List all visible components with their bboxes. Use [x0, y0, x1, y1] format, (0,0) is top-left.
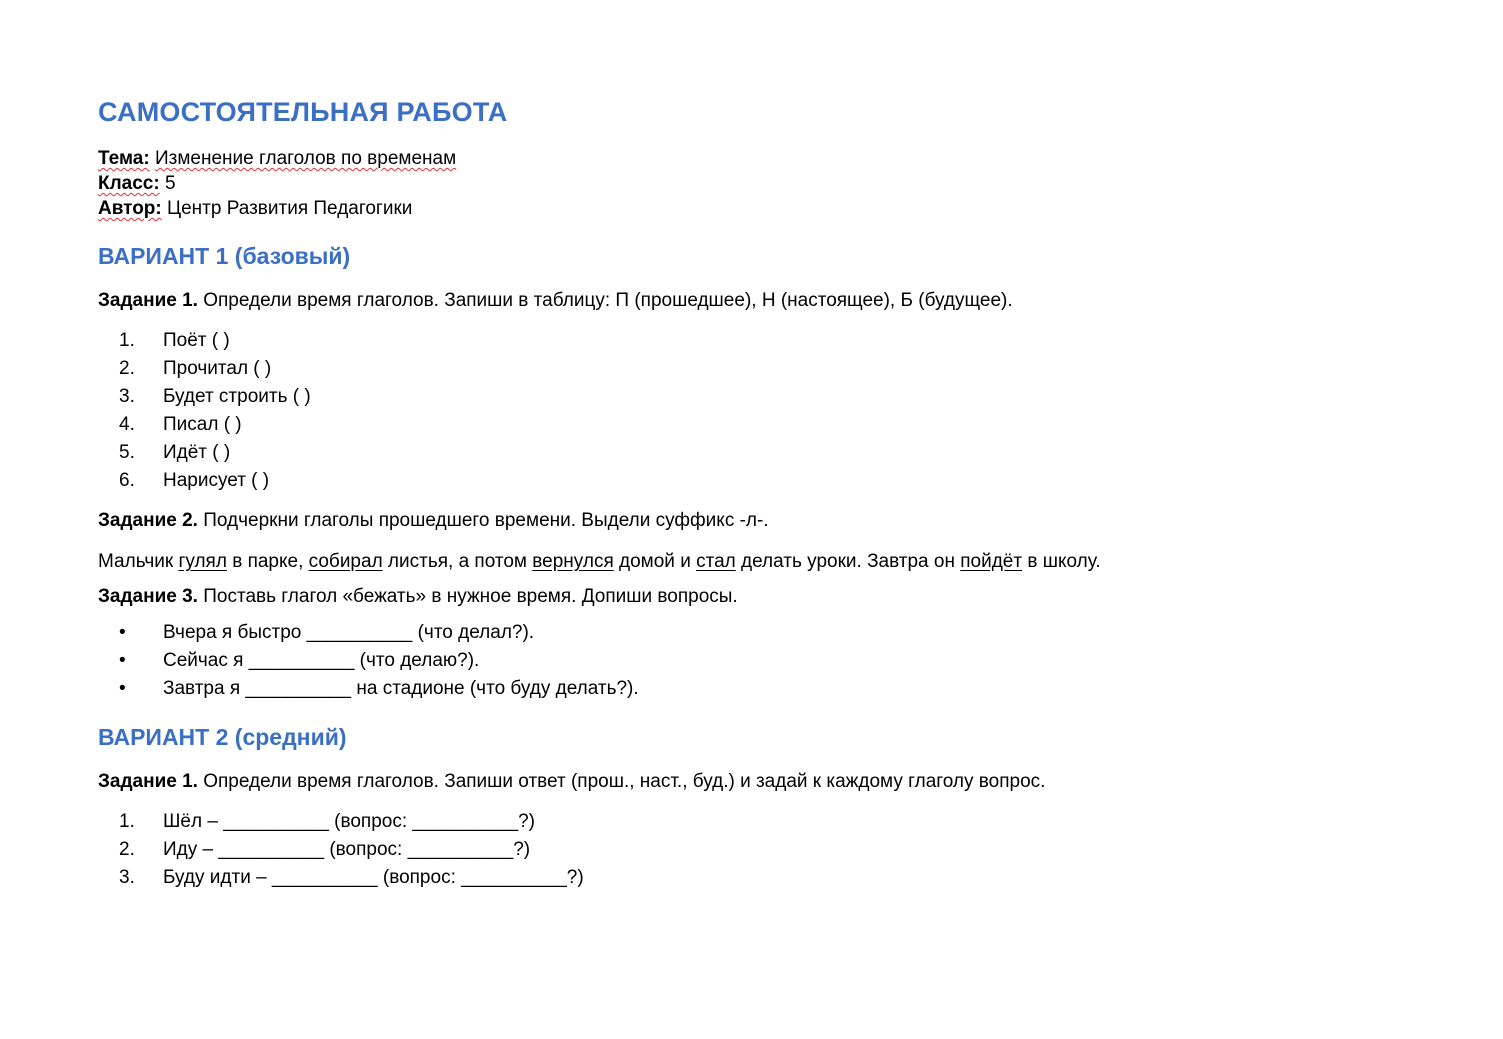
document-page [98, 92, 1438, 892]
meta-block [98, 146, 1438, 221]
underlined-verb: стал [696, 551, 736, 572]
meta-grade-value: 5 [164, 173, 176, 194]
list-item [98, 355, 1438, 383]
list-item-text: Завтра я __________ на стадионе (что буду делать?). [163, 678, 639, 699]
list-number: 3. [119, 867, 135, 888]
list-item-text: Будет строить ( ) [163, 386, 311, 407]
v1-task3-label: Задание 3. [98, 586, 198, 607]
v1-task2-sentence [98, 549, 1438, 575]
document-title: САМОСТОЯТЕЛЬНАЯ РАБОТА [98, 97, 508, 127]
meta-author-label: Автор: [98, 198, 162, 219]
v1-task3-list [98, 619, 1438, 703]
list-item [98, 439, 1438, 467]
v1-task1-label: Задание 1. [98, 290, 198, 311]
list-item-text: Иду – __________ (вопрос: __________?) [163, 839, 531, 860]
list-item [98, 836, 1438, 864]
list-number: 3. [119, 386, 135, 407]
underlined-verb: пойдёт [960, 551, 1023, 572]
meta-topic [98, 146, 1438, 171]
variant1-heading: ВАРИАНТ 1 (базовый) [98, 243, 351, 269]
sentence-part: домой и [613, 551, 697, 572]
list-item [98, 808, 1438, 836]
v2-task1 [98, 769, 1438, 795]
sentence-part: делать уроки. Завтра он [735, 551, 961, 572]
underlined-verb: вернулся [532, 551, 614, 572]
v2-task1-list [98, 808, 1438, 892]
list-item-text: Шёл – __________ (вопрос: __________?) [163, 811, 535, 832]
meta-grade-label: Класс: [98, 173, 160, 194]
list-item-text: Сейчас я __________ (что делаю?). [163, 650, 480, 671]
list-item [98, 467, 1438, 495]
list-item [98, 647, 1438, 675]
list-item-text: Идёт ( ) [163, 442, 231, 463]
bullet-marker: • [119, 678, 126, 699]
bullet-marker: • [119, 650, 126, 671]
v1-task2-text: Подчеркни глаголы прошедшего времени. Выдели суффикс -л-. [203, 510, 769, 531]
list-number: 2. [119, 839, 135, 860]
list-number: 4. [119, 414, 135, 435]
v1-task1 [98, 288, 1438, 314]
v2-task1-text: Определи время глаголов. Запиши ответ (прош., наст., буд.) и задай к каждому глаголу вопрос. [203, 771, 1046, 792]
underlined-verb: собирал [308, 551, 383, 572]
sentence-part: листья, а потом [382, 551, 533, 572]
list-number: 1. [119, 330, 135, 351]
list-item-text: Поёт ( ) [163, 330, 230, 351]
v1-task1-list [98, 327, 1438, 495]
list-number: 5. [119, 442, 135, 463]
meta-topic-value: Изменение глаголов по временам [154, 148, 457, 169]
list-number: 2. [119, 358, 135, 379]
list-item-text: Писал ( ) [163, 414, 242, 435]
meta-grade [98, 171, 1438, 196]
list-number: 6. [119, 470, 135, 491]
v1-task3 [98, 584, 1438, 610]
list-item-text: Буду идти – __________ (вопрос: __________?) [163, 867, 584, 888]
list-item-text: Вчера я быстро __________ (что делал?). [163, 622, 535, 643]
sentence-part: в парке, [226, 551, 309, 572]
list-item [98, 675, 1438, 703]
list-item-text: Нарисует ( ) [163, 470, 270, 491]
sentence-part: в школу. [1022, 551, 1101, 572]
list-item [98, 619, 1438, 647]
v2-task1-label: Задание 1. [98, 771, 198, 792]
list-item [98, 383, 1438, 411]
meta-author-value: Центр Развития Педагогики [167, 198, 413, 219]
list-item [98, 411, 1438, 439]
v1-task1-text: Определи время глаголов. Запиши в таблицу: П (прошедшее), Н (настоящее), Б (будущее). [203, 290, 1013, 311]
bullet-marker: • [119, 622, 126, 643]
sentence-part: Мальчик [98, 551, 179, 572]
list-item [98, 864, 1438, 892]
meta-topic-label: Тема: [98, 148, 150, 169]
v1-task3-text: Поставь глагол «бежать» в нужное время. Допиши вопросы. [203, 586, 738, 607]
list-item [98, 327, 1438, 355]
list-item-text: Прочитал ( ) [163, 358, 272, 379]
list-number: 1. [119, 811, 135, 832]
variant2-heading: ВАРИАНТ 2 (средний) [98, 724, 347, 750]
v1-task2 [98, 508, 1438, 534]
v1-task2-label: Задание 2. [98, 510, 198, 531]
meta-author [98, 196, 1438, 221]
underlined-verb: гулял [178, 551, 227, 572]
